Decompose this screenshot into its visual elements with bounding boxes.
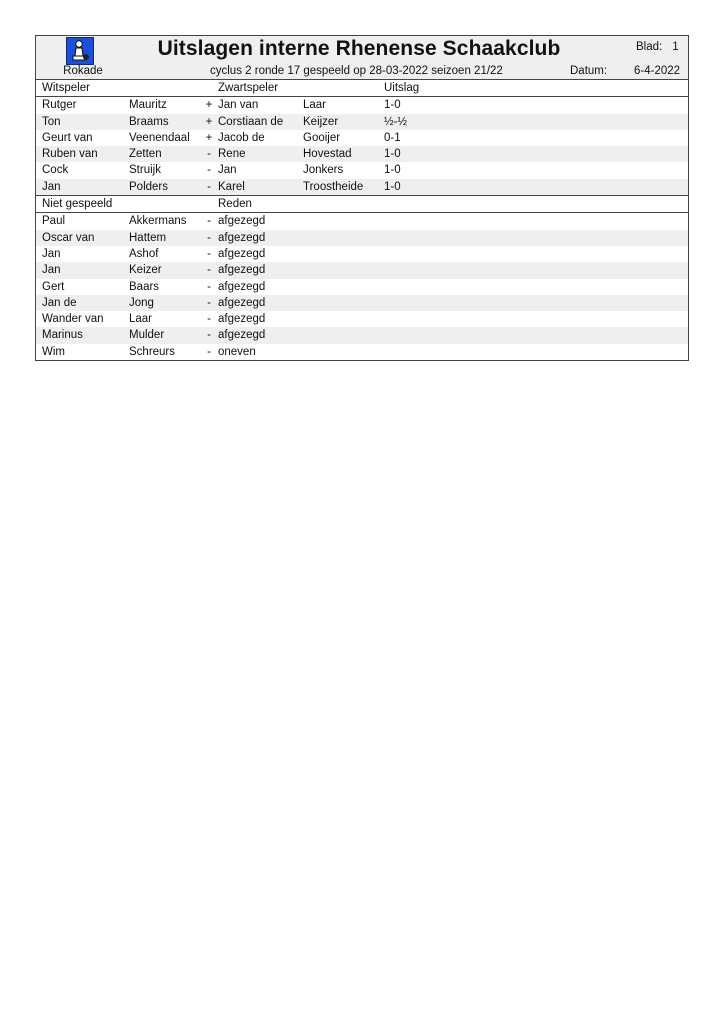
player-last-name: Akkermans — [129, 215, 187, 228]
color-sign: - — [207, 148, 211, 161]
blad-label: Blad: — [636, 41, 663, 53]
table-row — [36, 179, 688, 195]
absence-reason: oneven — [218, 345, 256, 358]
white-last-name: Veenendaal — [129, 131, 190, 144]
absence-reason: afgezegd — [218, 313, 266, 326]
white-first-name: Rutger — [42, 99, 77, 112]
table-row — [36, 230, 688, 246]
reason-sign: - — [207, 231, 211, 244]
black-first-name: Jan — [218, 164, 237, 177]
color-sign: - — [207, 164, 211, 177]
page-title: Uitslagen interne Rhenense Schaakclub — [157, 37, 561, 60]
black-last-name: Troostheide — [303, 180, 364, 193]
not-played-table — [36, 213, 688, 360]
game-result: 1-0 — [384, 99, 401, 112]
player-last-name: Baars — [129, 280, 160, 293]
player-first-name: Gert — [42, 280, 65, 293]
black-last-name: Laar — [303, 99, 327, 112]
col-black-header: Zwartspeler — [218, 82, 279, 94]
color-sign: + — [205, 131, 213, 144]
white-last-name: Polders — [129, 180, 168, 193]
col-not-played-header: Niet gespeeld — [42, 198, 113, 211]
reason-sign: - — [207, 313, 211, 326]
table-row — [36, 146, 688, 162]
black-first-name: Jacob de — [218, 131, 265, 144]
black-first-name: Jan van — [218, 99, 259, 112]
reason-sign: - — [207, 329, 211, 342]
color-sign: - — [207, 180, 211, 193]
page-number — [636, 41, 679, 53]
table-row — [36, 344, 688, 360]
player-last-name: Jong — [129, 296, 154, 309]
reason-sign: - — [207, 296, 211, 309]
player-first-name: Jan de — [42, 296, 77, 309]
player-last-name: Hattem — [129, 231, 167, 244]
round-subtitle: cyclus 2 ronde 17 gespeeld op 28-03-2022 seizoen 21/22 — [210, 65, 503, 77]
game-result: ½-½ — [384, 115, 408, 128]
absence-reason: afgezegd — [218, 231, 266, 244]
col-white-header: Witspeler — [42, 82, 90, 94]
reason-sign: - — [207, 345, 211, 358]
player-last-name: Laar — [129, 313, 153, 326]
not-played-header-row — [36, 195, 688, 213]
black-last-name: Keijzer — [303, 115, 339, 128]
table-row — [36, 311, 688, 327]
table-row — [36, 295, 688, 311]
table-row — [36, 213, 688, 229]
player-first-name: Wander van — [42, 313, 104, 326]
absence-reason: afgezegd — [218, 247, 266, 260]
sheet-header — [36, 36, 688, 80]
game-result: 0-1 — [384, 131, 401, 144]
table-row — [36, 246, 688, 262]
club-name: Rokade — [63, 65, 103, 77]
reason-sign: - — [207, 247, 211, 260]
player-first-name: Oscar van — [42, 231, 95, 244]
table-row — [36, 279, 688, 295]
absence-reason: afgezegd — [218, 215, 266, 228]
reason-sign: - — [207, 215, 211, 228]
col-reason-header: Reden — [218, 198, 252, 211]
absence-reason: afgezegd — [218, 280, 266, 293]
black-first-name: Corstiaan de — [218, 115, 284, 128]
player-first-name: Wim — [42, 345, 65, 358]
white-first-name: Geurt van — [42, 131, 93, 144]
player-first-name: Paul — [42, 215, 66, 228]
player-first-name: Marinus — [42, 329, 83, 342]
table-row — [36, 327, 688, 343]
color-sign: + — [205, 99, 213, 112]
black-last-name: Gooijer — [303, 131, 341, 144]
reason-sign: - — [207, 264, 211, 277]
white-last-name: Struijk — [129, 164, 161, 177]
results-sheet — [35, 35, 689, 361]
white-first-name: Ton — [42, 115, 61, 128]
player-first-name: Jan — [42, 247, 61, 260]
col-result-header: Uitslag — [384, 82, 420, 94]
white-last-name: Zetten — [129, 148, 162, 161]
game-result: 1-0 — [384, 164, 401, 177]
white-last-name: Mauritz — [129, 99, 167, 112]
table-row — [36, 162, 688, 178]
results-header-row — [36, 80, 688, 97]
absence-reason: afgezegd — [218, 264, 266, 277]
player-last-name: Schreurs — [129, 345, 176, 358]
color-sign: + — [205, 115, 213, 128]
player-last-name: Keizer — [129, 264, 162, 277]
white-last-name: Braams — [129, 115, 169, 128]
datum-value: 6-4-2022 — [634, 65, 681, 77]
results-table — [36, 97, 688, 195]
player-first-name: Jan — [42, 264, 61, 277]
absence-reason: afgezegd — [218, 296, 266, 309]
table-row — [36, 114, 688, 130]
chess-pawn-logo-icon — [66, 37, 94, 65]
absence-reason: afgezegd — [218, 329, 266, 342]
datum-label: Datum: — [570, 65, 608, 77]
table-row — [36, 130, 688, 146]
black-first-name: Karel — [218, 180, 245, 193]
game-result: 1-0 — [384, 148, 401, 161]
black-last-name: Jonkers — [303, 164, 344, 177]
white-first-name: Cock — [42, 164, 69, 177]
table-row — [36, 97, 688, 113]
blad-value: 1 — [672, 41, 679, 53]
white-first-name: Jan — [42, 180, 61, 193]
white-first-name: Ruben van — [42, 148, 98, 161]
player-last-name: Ashof — [129, 247, 159, 260]
black-last-name: Hovestad — [303, 148, 352, 161]
black-first-name: Rene — [218, 148, 246, 161]
table-row — [36, 262, 688, 278]
player-last-name: Mulder — [129, 329, 165, 342]
reason-sign: - — [207, 280, 211, 293]
game-result: 1-0 — [384, 180, 401, 193]
